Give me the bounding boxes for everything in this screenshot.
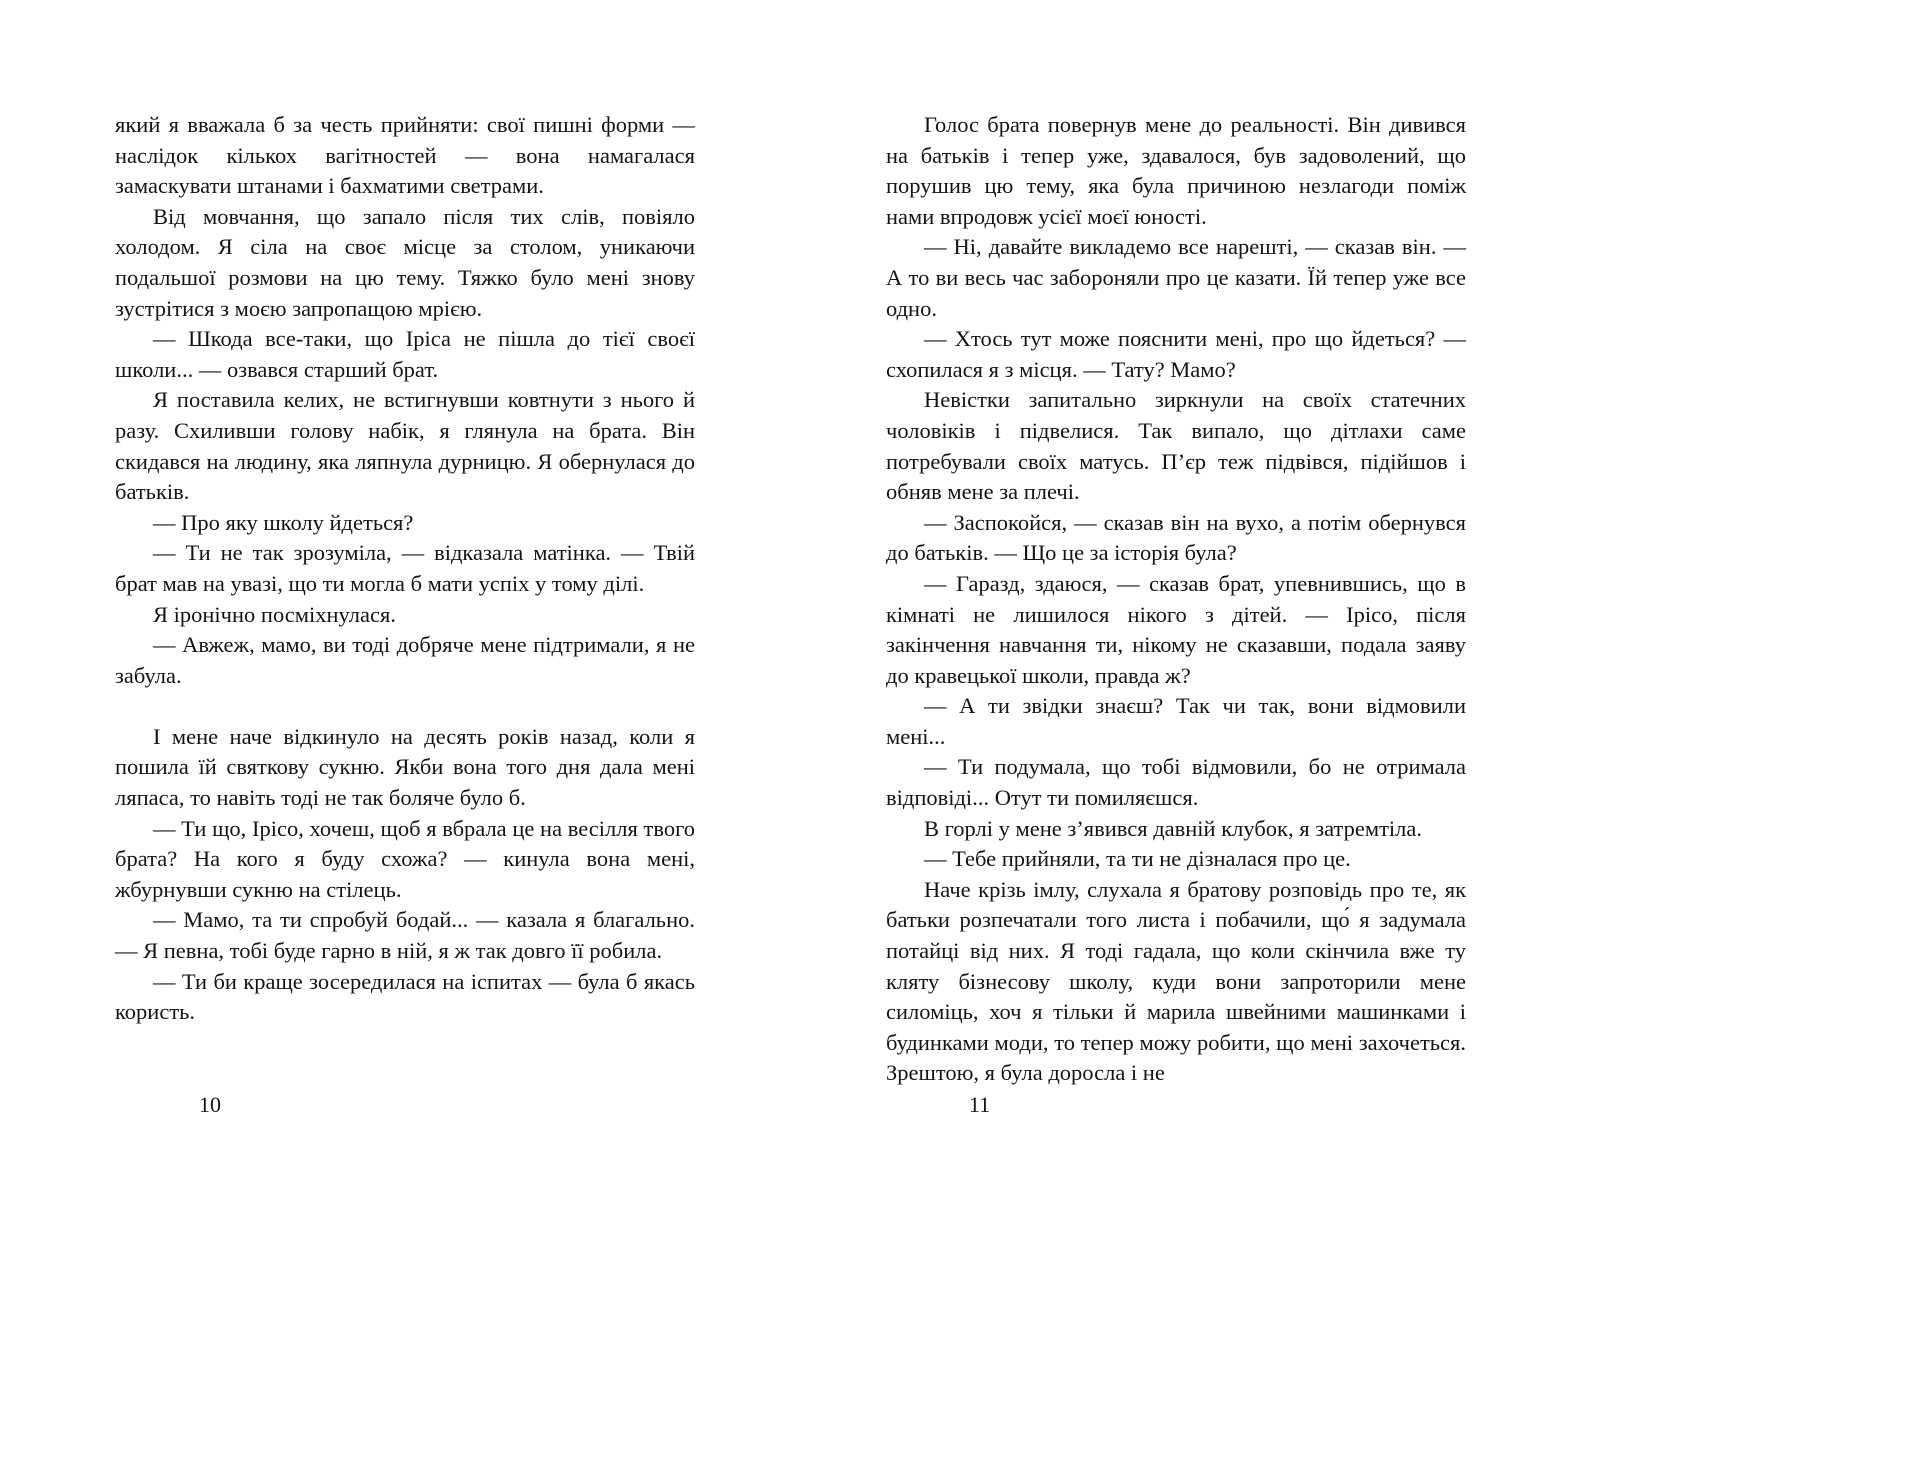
paragraph: — Тебе прийняли, та ти не дізналася про це. bbox=[924, 846, 1351, 872]
paragraph: який я вважала б за честь прийняти: свої пишні форми — наслідок кількох вагітностей — вона намагалася замаскувати штанами і бахматими светрами. bbox=[115, 112, 695, 199]
paragraph: Я поставила келих, не встигнувши ковтнути з нього й разу. Схиливши голову набік, я глянула на брата. Він скидався на людину, яка ляпнула дурницю. Я обернулася до батьків. bbox=[115, 387, 695, 505]
page-right bbox=[886, 110, 1466, 1089]
paragraph: Голос брата повернув мене до реальності. Він дивився на батьків і тепер уже, здавалося, був задоволений, що порушив цю тему, яка була причиною незлагоди поміж нами впродовж усієї моєї юності. bbox=[886, 112, 1466, 229]
paragraph: Невістки запитально зиркнули на своїх статечних чоловіків і підвелися. Так випало, що дітлахи саме потребували своїх матусь. П’єр теж підвівся, підійшов і обняв мене за плечі. bbox=[886, 387, 1466, 505]
paragraph: — Про яку школу йдеться? bbox=[153, 509, 414, 535]
paragraph: І мене наче відкинуло на десять років назад, коли я пошила їй святкову сукню. Якби вона того дня дала мені ляпаса, то навіть тоді не так боляче було б. bbox=[115, 723, 695, 811]
paragraph: — Шкода все-таки, що Іріса не пішла до тієї своєї школи... — озвався старший брат. bbox=[115, 326, 695, 382]
paragraph: Від мовчання, що запало після тих слів, повіяло холодом. Я сіла на своє місце за столом, уникаючи подальшої розмови на цю тему. Тяжко було мені знову зустрітися з моєю запропащою мрією. bbox=[115, 203, 695, 321]
page-number-right: 11 bbox=[969, 1092, 991, 1117]
page-left bbox=[115, 110, 695, 1028]
paragraph: — Ти що, Ірісо, хочеш, щоб я вбрала це на весілля твого брата? На кого я буду схожа? — кинула вона мені, жбурнувши сукню на стілець. bbox=[115, 815, 695, 902]
page-right-text bbox=[886, 110, 1466, 1089]
page-left-text bbox=[115, 110, 695, 1028]
paragraph: — Заспокойся, — сказав він на вухо, а потім обернувся до батьків. — Що це за історія була? bbox=[886, 509, 1466, 566]
paragraph: Наче крізь імлу, слухала я братову розповідь про те, як батьки розпечатали того листа і побачили, що́ я задумала потайці від них. Я тоді гадала, що коли скінчила вже ту кляту бізнесову школу, куди вони запроторили мене силоміць, хоч я тільки й марила швейними машинками і будинками моди, то тепер можу робити, що мені захочеться. Зрештою, я була доросла і не bbox=[886, 876, 1466, 1086]
paragraph: — Авжеж, мамо, ви тоді добряче мене підтримали, я не забула. bbox=[115, 632, 695, 688]
paragraph: — Ти не так зрозуміла, — відказала матінка. — Твій брат мав на увазі, що ти могла б мати успіх у тому ділі. bbox=[115, 540, 695, 596]
paragraph: — А ти звідки знаєш? Так чи так, вони відмовили мені... bbox=[886, 693, 1466, 749]
page-number-left: 10 bbox=[199, 1092, 221, 1117]
paragraph: — Ти подумала, що тобі відмовили, бо не отримала відповіді... Отут ти помиляєшся. bbox=[886, 754, 1466, 811]
paragraph: Я іронічно посміхнулася. bbox=[153, 601, 396, 627]
paragraph: В горлі у мене з’явився давній клубок, я затремтіла. bbox=[924, 815, 1422, 841]
paragraph: — Ти би краще зосередилася на іспитах — була б якась користь. bbox=[115, 968, 695, 1025]
paragraph: — Мамо, та ти спробуй бодай... — казала я благально. — Я певна, тобі буде гарно в ній, я ж так довго її робила. bbox=[115, 907, 695, 964]
paragraph: — Гаразд, здаюся, — сказав брат, упевнившись, що в кімнаті не лишилося нікого з дітей. — Ірісо, після закінчення навчання ти, нікому не сказавши, подала заяву до кравецької школи, правда ж? bbox=[886, 570, 1466, 688]
paragraph: — Хтось тут може пояснити мені, про що йдеться? — схопилася я з місця. — Тату? Мамо? bbox=[886, 326, 1466, 382]
paragraph: — Ні, давайте викладемо все нарешті, — сказав він. — А то ви весь час забороняли про це казати. Їй тепер уже все одно. bbox=[886, 234, 1466, 321]
